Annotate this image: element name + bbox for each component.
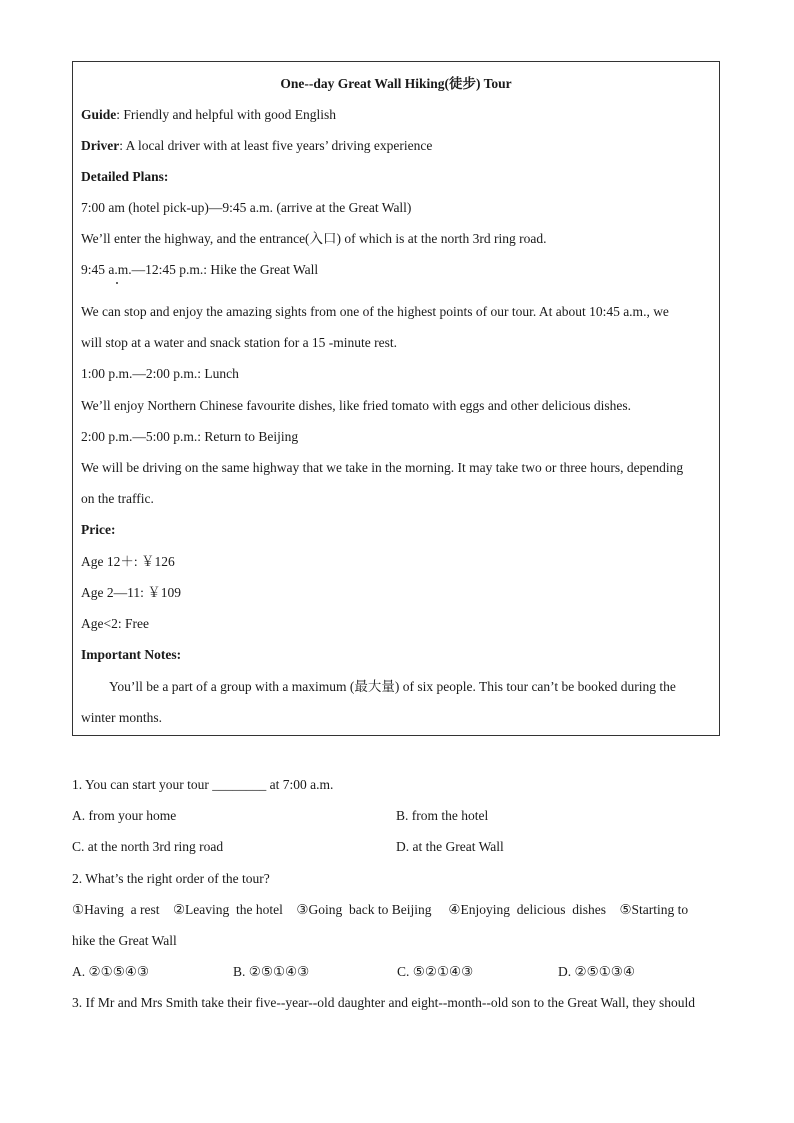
plan-line: We will be driving on the same highway that we take in the morning. It may take two or three hours, depending: [81, 460, 684, 475]
price-label: Price:: [81, 522, 116, 537]
driver-label: Driver: [81, 138, 120, 153]
q1-option-c: C. at the north 3rd ring road: [72, 839, 224, 854]
tour-title: One--day Great Wall Hiking(徒步) Tour: [280, 76, 512, 91]
price-line: Age<2: Free: [81, 616, 149, 631]
plan-line: 7:00 am (hotel pick-up)—9:45 a.m. (arrive at the Great Wall): [81, 200, 412, 215]
guide-line: [81, 106, 336, 124]
q1-option-a: A. from your home: [72, 808, 177, 823]
question-1: 1. You can start your tour ________ at 7:00 a.m.: [72, 777, 334, 792]
q2-items: ①Having a rest ②Leaving the hotel ③Going back to Beijing ④Enjoying delicious dishes ⑤Starting to: [72, 902, 689, 917]
guide-label: Guide: [81, 107, 117, 122]
driver-text: : A local driver with at least five years’ driving experience: [119, 138, 433, 153]
notes-line: winter months.: [81, 710, 162, 725]
plan-line: will stop at a water and snack station for a 15 -minute rest.: [81, 335, 398, 350]
q1-option-b: B. from the hotel: [396, 808, 489, 823]
price-line: Age 12＋: ￥126: [81, 554, 175, 569]
price-line: Age 2—11: ￥109: [81, 585, 181, 600]
stray-dot: [116, 282, 118, 284]
guide-text: : Friendly and helpful with good English: [116, 107, 336, 122]
plan-line: 9:45 a.m.—12:45 p.m.: Hike the Great Wall: [81, 262, 319, 277]
q2-option-b: B. ②⑤①④③: [233, 964, 310, 979]
notes-label: Important Notes:: [81, 647, 182, 662]
q1-option-d: D. at the Great Wall: [396, 839, 504, 854]
question-2: 2. What’s the right order of the tour?: [72, 871, 270, 886]
plan-line: We’ll enjoy Northern Chinese favourite dishes, like fried tomato with eggs and other delicious dishes.: [81, 398, 632, 413]
plan-line: 2:00 p.m.—5:00 p.m.: Return to Beijing: [81, 429, 299, 444]
plan-line: on the traffic.: [81, 491, 154, 506]
q2-option-d: D. ②⑤①③④: [558, 964, 636, 979]
driver-line: [81, 137, 432, 155]
tour-info-box: [72, 61, 720, 736]
plan-line: We’ll enter the highway, and the entrance(入口) of which is at the north 3rd ring road.: [81, 231, 547, 246]
q2-items-cont: hike the Great Wall: [72, 933, 177, 948]
q2-option-c: C. ⑤②①④③: [397, 964, 474, 979]
q2-option-a: A. ②①⑤④③: [72, 964, 150, 979]
plan-line: 1:00 p.m.—2:00 p.m.: Lunch: [81, 366, 239, 381]
notes-line: You’ll be a part of a group with a maximum (最大量) of six people. This tour can’t be booked during the: [109, 679, 676, 694]
question-3: 3. If Mr and Mrs Smith take their five--year--old daughter and eight--month--old son to the Great Wall, they should: [72, 995, 695, 1010]
plan-line: We can stop and enjoy the amazing sights from one of the highest points of our tour. At about 10:45 a.m., we: [81, 304, 669, 319]
plans-label: Detailed Plans:: [81, 169, 169, 184]
